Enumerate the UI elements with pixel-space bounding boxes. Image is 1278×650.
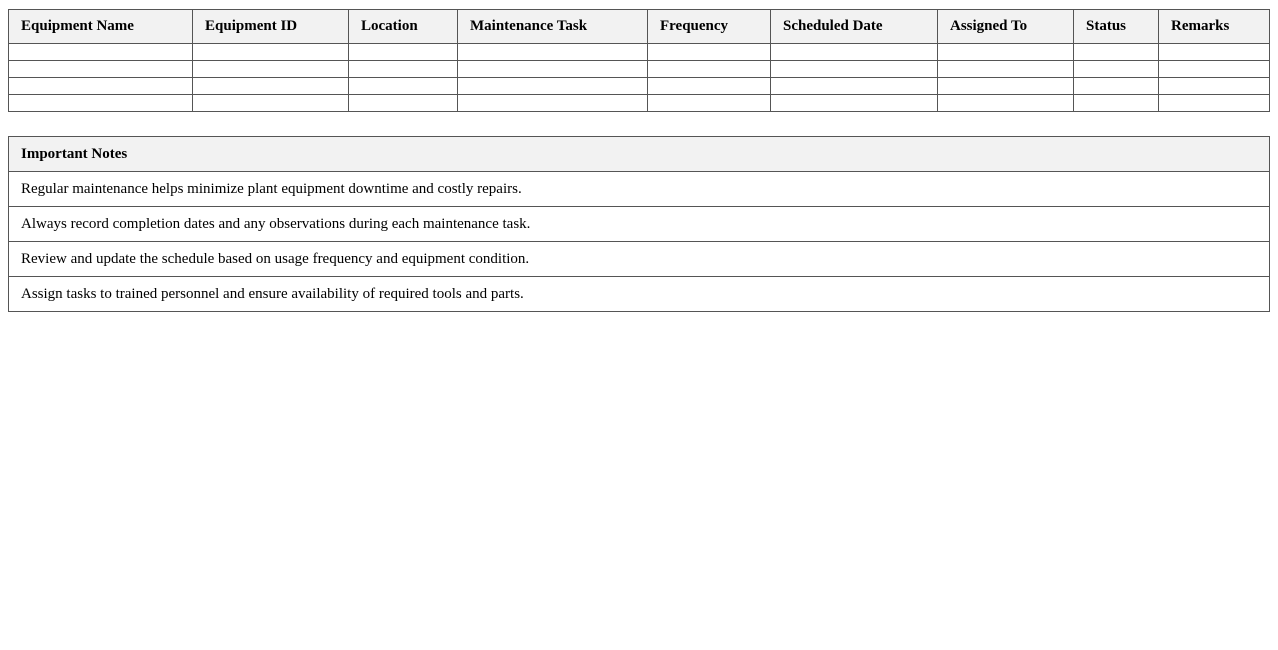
column-header: Frequency — [648, 10, 771, 44]
table-cell[interactable] — [458, 78, 648, 95]
header-row — [9, 10, 1270, 44]
table-cell[interactable] — [1159, 44, 1270, 61]
table-cell[interactable] — [1159, 95, 1270, 112]
table-cell[interactable] — [9, 44, 193, 61]
table-cell[interactable] — [349, 44, 458, 61]
table-cell[interactable] — [1074, 44, 1159, 61]
column-header: Equipment Name — [9, 10, 193, 44]
column-header: Maintenance Task — [458, 10, 648, 44]
table-cell[interactable] — [349, 78, 458, 95]
column-header: Equipment ID — [193, 10, 349, 44]
note-text: Regular maintenance helps minimize plant equipment downtime and costly repairs. — [9, 172, 1270, 207]
notes-title: Important Notes — [9, 137, 1270, 172]
table-cell[interactable] — [648, 61, 771, 78]
table-cell[interactable] — [771, 95, 938, 112]
table-cell[interactable] — [349, 61, 458, 78]
note-row — [9, 172, 1270, 207]
table-cell[interactable] — [9, 78, 193, 95]
table-cell[interactable] — [771, 61, 938, 78]
table-cell[interactable] — [648, 95, 771, 112]
table-cell[interactable] — [938, 44, 1074, 61]
table-row — [9, 61, 1270, 78]
table-cell[interactable] — [1159, 61, 1270, 78]
table-cell[interactable] — [458, 95, 648, 112]
table-cell[interactable] — [193, 78, 349, 95]
note-row — [9, 277, 1270, 312]
column-header: Assigned To — [938, 10, 1074, 44]
table-cell[interactable] — [193, 61, 349, 78]
column-header: Remarks — [1159, 10, 1270, 44]
table-cell[interactable] — [938, 61, 1074, 78]
table-cell[interactable] — [193, 95, 349, 112]
note-row — [9, 207, 1270, 242]
note-row — [9, 242, 1270, 277]
table-cell[interactable] — [9, 95, 193, 112]
table-cell[interactable] — [771, 44, 938, 61]
column-header: Location — [349, 10, 458, 44]
table-cell[interactable] — [771, 78, 938, 95]
table-cell[interactable] — [193, 44, 349, 61]
column-header: Status — [1074, 10, 1159, 44]
column-header: Scheduled Date — [771, 10, 938, 44]
table-cell[interactable] — [458, 61, 648, 78]
table-cell[interactable] — [648, 78, 771, 95]
table-cell[interactable] — [1074, 61, 1159, 78]
table-cell[interactable] — [938, 78, 1074, 95]
table-row — [9, 95, 1270, 112]
table-cell[interactable] — [349, 95, 458, 112]
table-cell[interactable] — [1074, 78, 1159, 95]
note-text: Always record completion dates and any observations during each maintenance task. — [9, 207, 1270, 242]
table-cell[interactable] — [1159, 78, 1270, 95]
table-cell[interactable] — [1074, 95, 1159, 112]
maintenance-schedule-table — [8, 9, 1270, 112]
table-cell[interactable] — [938, 95, 1074, 112]
table-cell[interactable] — [9, 61, 193, 78]
table-cell[interactable] — [458, 44, 648, 61]
table-row — [9, 44, 1270, 61]
table-cell[interactable] — [648, 44, 771, 61]
note-text: Assign tasks to trained personnel and ensure availability of required tools and parts. — [9, 277, 1270, 312]
important-notes-table — [8, 136, 1270, 312]
table-row — [9, 78, 1270, 95]
note-text: Review and update the schedule based on usage frequency and equipment condition. — [9, 242, 1270, 277]
